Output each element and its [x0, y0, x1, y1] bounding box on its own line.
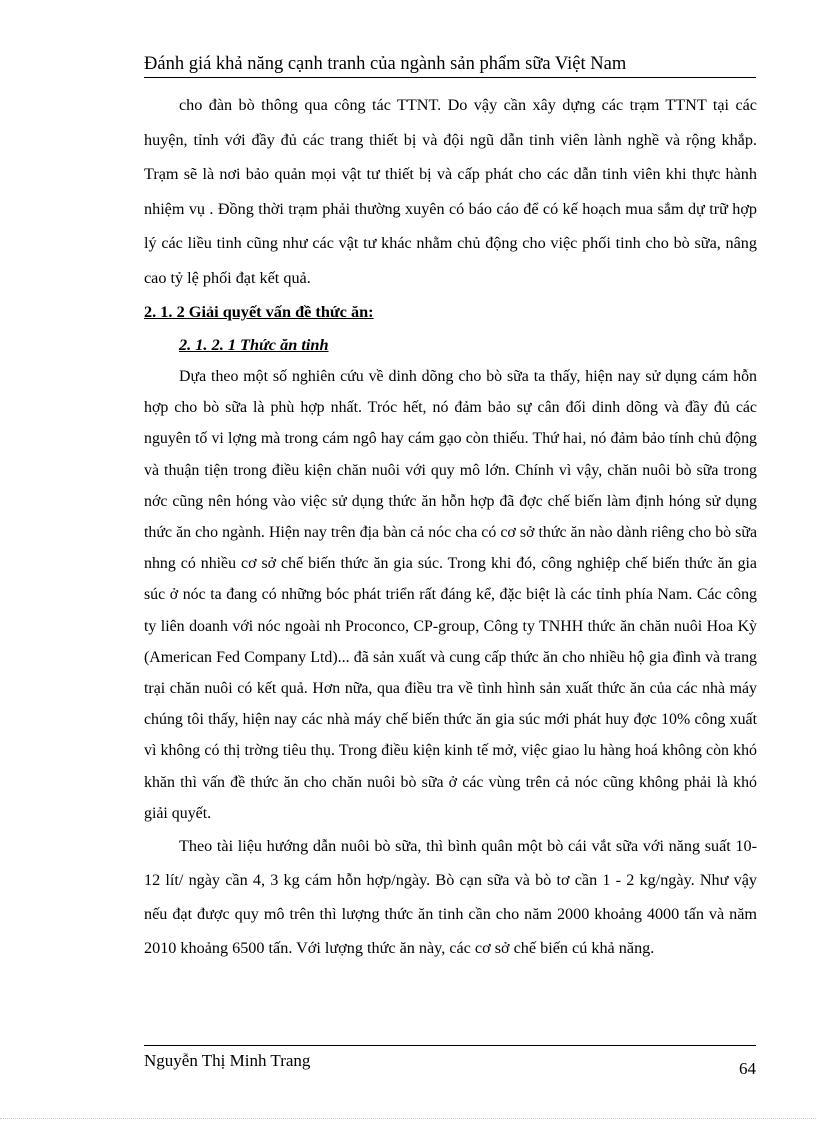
footer-divider — [144, 1045, 756, 1046]
paragraph-feed-requirement: Theo tài liệu hướng dẫn nuôi bò sữa, thì bình quân một bò cái vắt sữa với năng suất 10- 12 lít/ ngày cần 4, 3 kg cám hỗn hợp/ngày. Bò cạn sữa và bò tơ cần 1 - 2 kg/ngày. Như vậy nếu đạt được quy mô trên thì lượng thức ăn tinh cần cho năm 2000 khoảng 4000 tấn và năm 2010 khoảng 6500 tấn. Với lượng thức ăn này, các cơ sở chế biến cú khả năng. — [144, 837, 757, 958]
paragraph-concentrate-feed: Dựa theo một số nghiên cứu về dinh dõng cho bò sữa ta thấy, hiện nay sử dụng cám hỗn hợp cho bò sữa là phù hợp nhất. Tróc hết, nó đảm bảo sự cân đối dinh dõng và đầy đủ các nguyên tố vi lợng mà trong cám ngô hay cám gạo còn thiếu. Thứ hai, nó đảm bảo tính chủ động và thuận tiện trong điều kiện chăn nuôi với quy mô lớn. Chính vì vậy, chăn nuôi bò sữa trong nớc cũng nên hóng vào việc sử dụng thức ăn hỗn hợp đã đợc chế biến làm định hóng sử dụng thức ăn cho ngành. Hiện nay trên địa bàn cả nóc cha có cơ sở thức ăn nào dành riêng cho bò sữa nhng có nhiều cơ sở chế biến thức ăn gia súc. Trong khi đó, công nghiệp chế biến thức ăn gia súc ở nóc ta đang có những bóc phát triển rất đáng kể, đặc biệt là các tỉnh phía Nam. Các công ty liên doanh với nóc ngoài nh Proconco, CP-group, Công ty TNHH thức ăn chăn nuôi Hoa Kỳ (American Fed Company Ltd)... đã sản xuất và cung cấp thức ăn cho nhiều hộ gia đình và trang trại chăn nuôi có kết quả. Hơn nữa, qua điều tra về tình hình sản xuất thức ăn của các nhà máy chúng tôi thấy, hiện nay các nhà máy chế biến thức ăn gia súc mới phát huy đợc 10% công xuất vì không có thị trờng tiêu thụ. Trong điều kiện kinh tế mở, việc giao lu hàng hoá không còn khó khăn thì vấn đề thức ăn cho chăn nuôi bò sữa ở các vùng trên cả nóc cũng không phải là khó giải quyết. — [144, 368, 757, 822]
footer-author: Nguyễn Thị Minh Trang — [144, 1051, 311, 1070]
paragraph-intro: cho đàn bò thông qua công tác TTNT. Do vậy cần xây dựng các trạm TTNT tại các huyện, tỉnh với đầy đủ các trang thiết bị và đội ngũ dẫn tinh viên lành nghề và rộng khắp. Trạm sẽ là nơi bảo quản mọi vật tư thiết bị và cấp phát cho các dẫn tinh viên khi thực hành nhiệm vụ . Đồng thời trạm phải thường xuyên có báo cáo để có kế hoạch mua sắm dự trữ hợp lý các liều tinh cũng như các vật tư khác nhằm chủ động cho việc phối tinh cho bò sữa, nâng cao tỷ lệ phối đạt kết quả. — [144, 96, 757, 287]
page-content — [144, 88, 757, 965]
header-divider — [144, 77, 756, 78]
page-bottom-edge — [0, 1118, 816, 1119]
subsection-heading: 2. 1. 2. 1 Thức ăn tinh — [179, 335, 329, 354]
page-header-title: Đánh giá khả năng cạnh tranh của ngành sản phẩm sữa Việt Nam — [144, 54, 627, 74]
section-heading: 2. 1. 2 Giải quyết vấn đề thức ăn: — [144, 302, 374, 321]
page-number: 64 — [739, 1059, 756, 1078]
